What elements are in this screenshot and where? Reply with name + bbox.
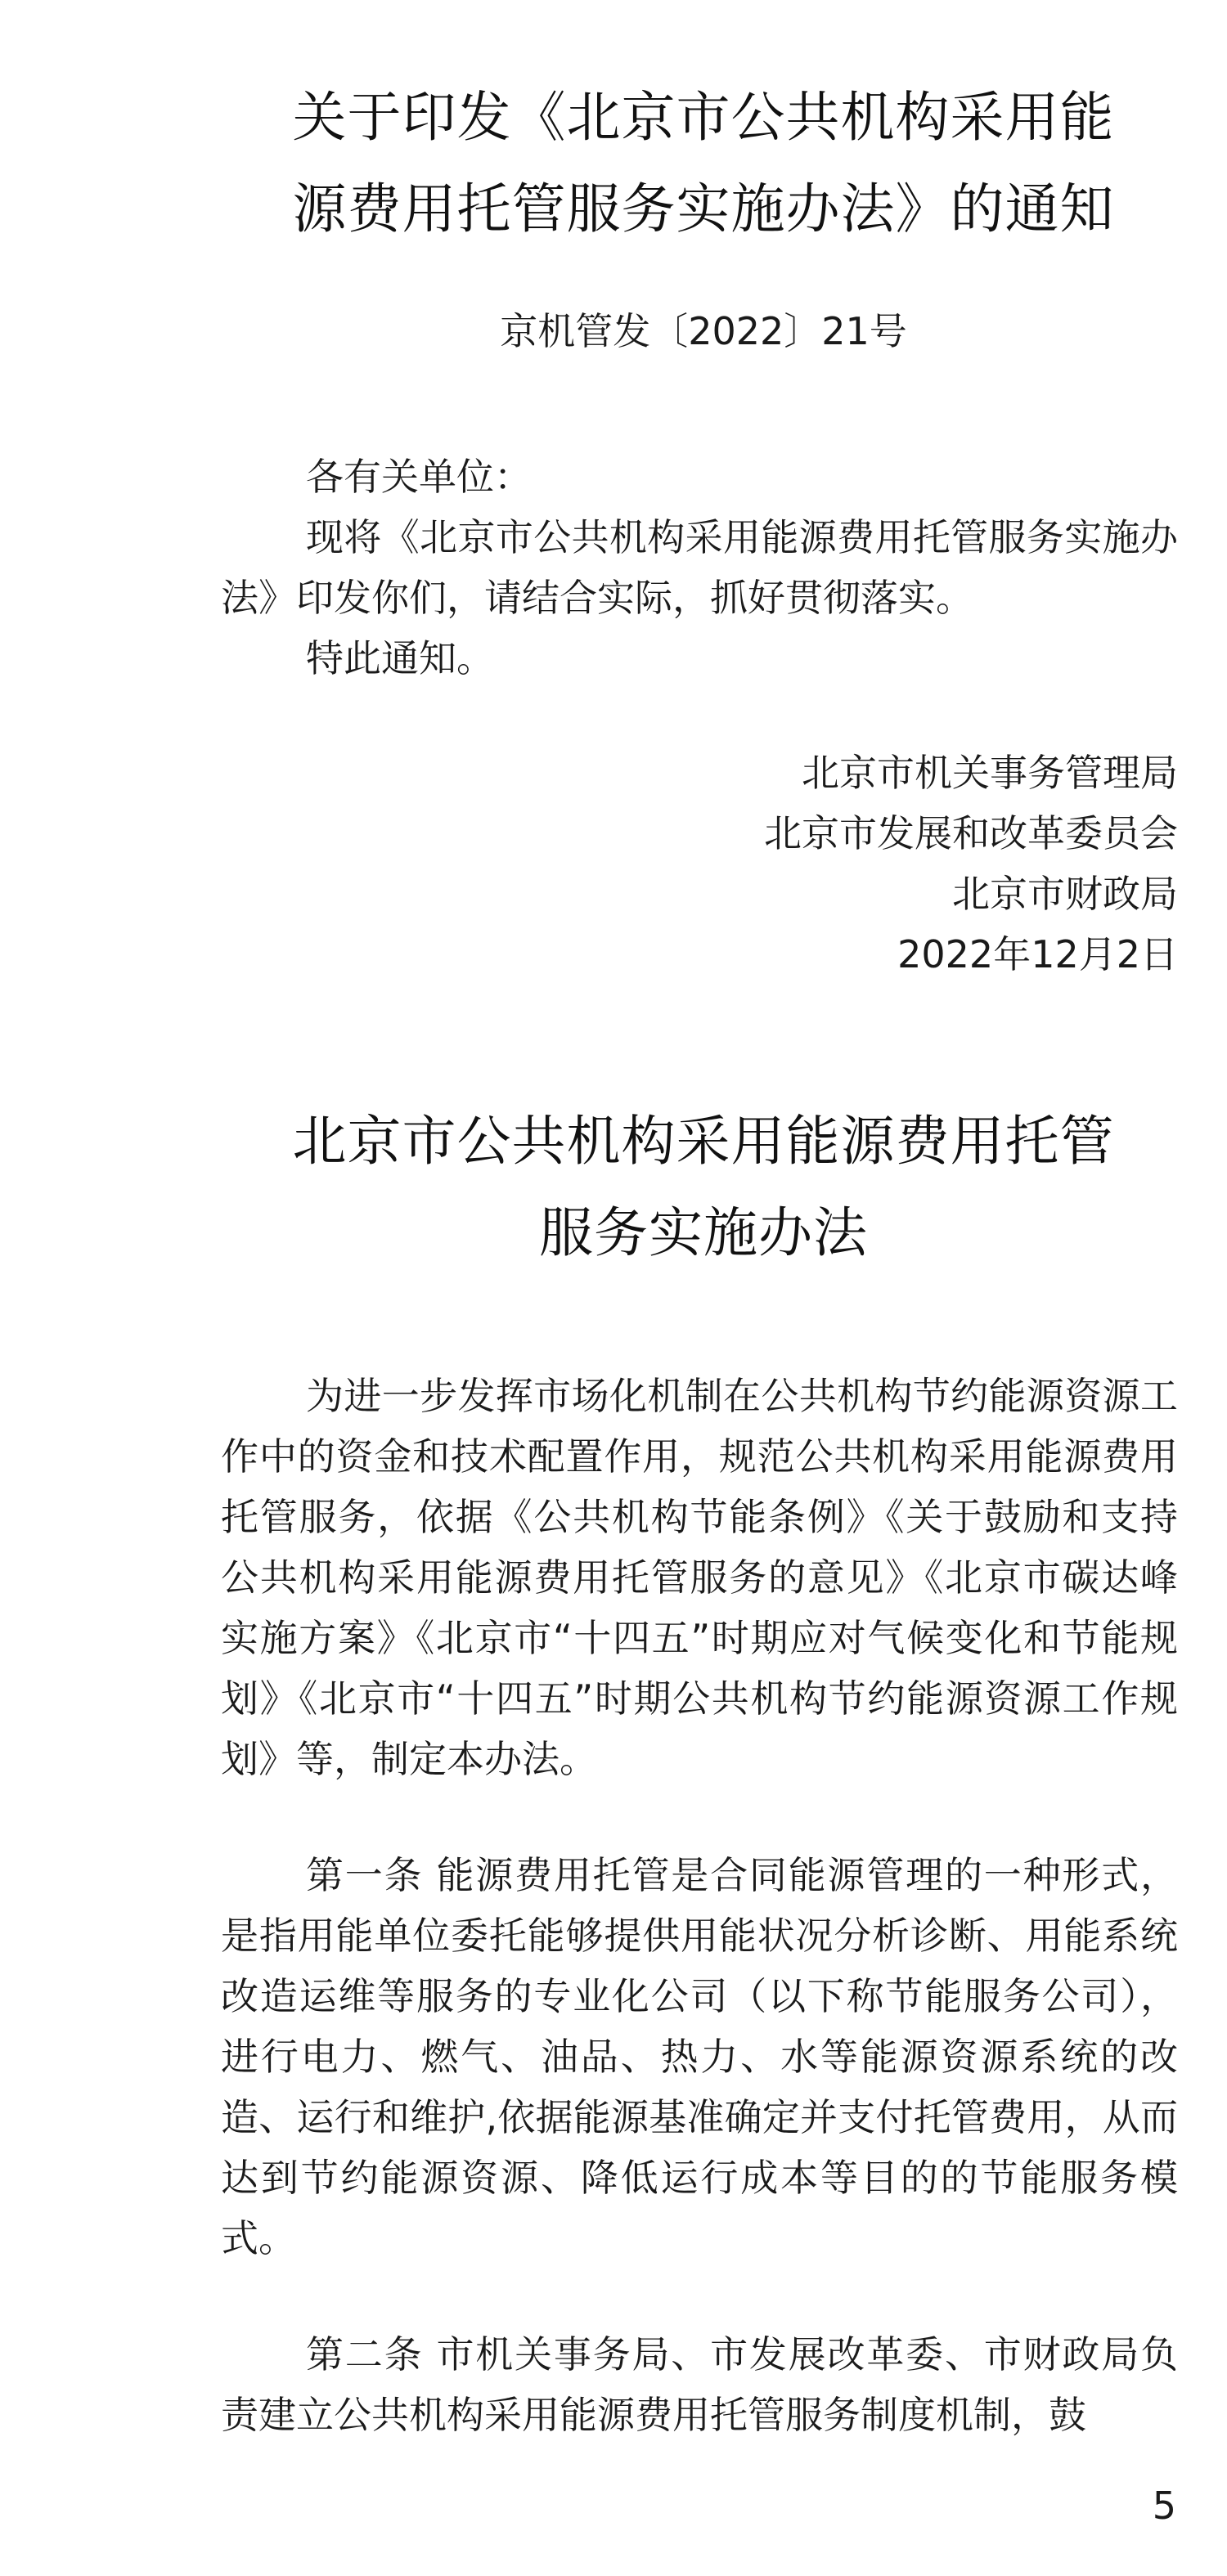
article-1-text: 能源费用托管是合同能源管理的一种形式，是指用能单位委托能够提供用能状况分析诊断、用能系统改造运维等服务的专业化公司（以下称节能服务公司），进行电力、燃气、油品、热力、水等能源资源系统的改造、运行和维护,依据能源基准确定并支付托管费用，从而达到节约能源资源、降低运行成本等目的的节能服务模式。 [221,1853,1179,2260]
preamble-paragraph: 为进一步发挥市场化机制在公共机构节约能源资源工作中的资金和技术配置作用，规范公共机构采用能源费用托管服务，依据《公共机构节能条例》《关于鼓励和支持公共机构采用能源费用托管服务的意见》《北京市碳达峰实施方案》《北京市“十四五”时期应对气候变化和节能规划》《北京市“十四五”时期公共机构节约能源资源工作规划》等，制定本办法。 [221,1374,1178,1781]
closing-line: 特此通知。 [306,636,494,680]
signatory-agency: 北京市发展和改革委员会 [764,811,1178,855]
notice-title [221,72,1186,255]
article-1 [221,1845,1178,2269]
notice-title-line-2: 源费用托管服务实施办法》的通知 [292,177,1115,240]
signatory-agency: 北京市机关事务管理局 [802,751,1178,795]
article-2-paragraph [221,2324,1178,2445]
article-2-text: 市机关事务局、市发展改革委、市财政局负责建立公共机构采用能源费用托管服务制度机制，鼓 [221,2332,1179,2437]
notice-paragraph: 现将《北京市公共机构采用能源费用托管服务实施办法》印发你们，请结合实际，抓好贯彻落实。 [221,515,1178,620]
article-1-heading: 第一条 [306,1853,424,1897]
article-2-heading: 第二条 [306,2332,424,2376]
document-number: 京机管发〔2022〕21号 [500,309,907,353]
article-2 [221,2324,1178,2445]
article-1-paragraph [221,1845,1178,2269]
notice-title-line-1: 关于印发《北京市公共机构采用能 [292,86,1115,149]
signatory-agency: 北京市财政局 [952,872,1178,916]
preamble-section [221,1366,1178,1789]
measures-title-line-2: 服务实施办法 [539,1201,868,1264]
measures-title [221,1096,1186,1279]
issue-date: 2022年12月2日 [897,932,1178,976]
notice-body [221,447,1178,689]
measures-title-line-1: 北京市公共机构采用能源费用托管 [292,1110,1115,1173]
salutation: 各有关单位： [306,455,532,499]
page-number: 5 [1152,2484,1176,2528]
signature-block [221,743,1178,985]
